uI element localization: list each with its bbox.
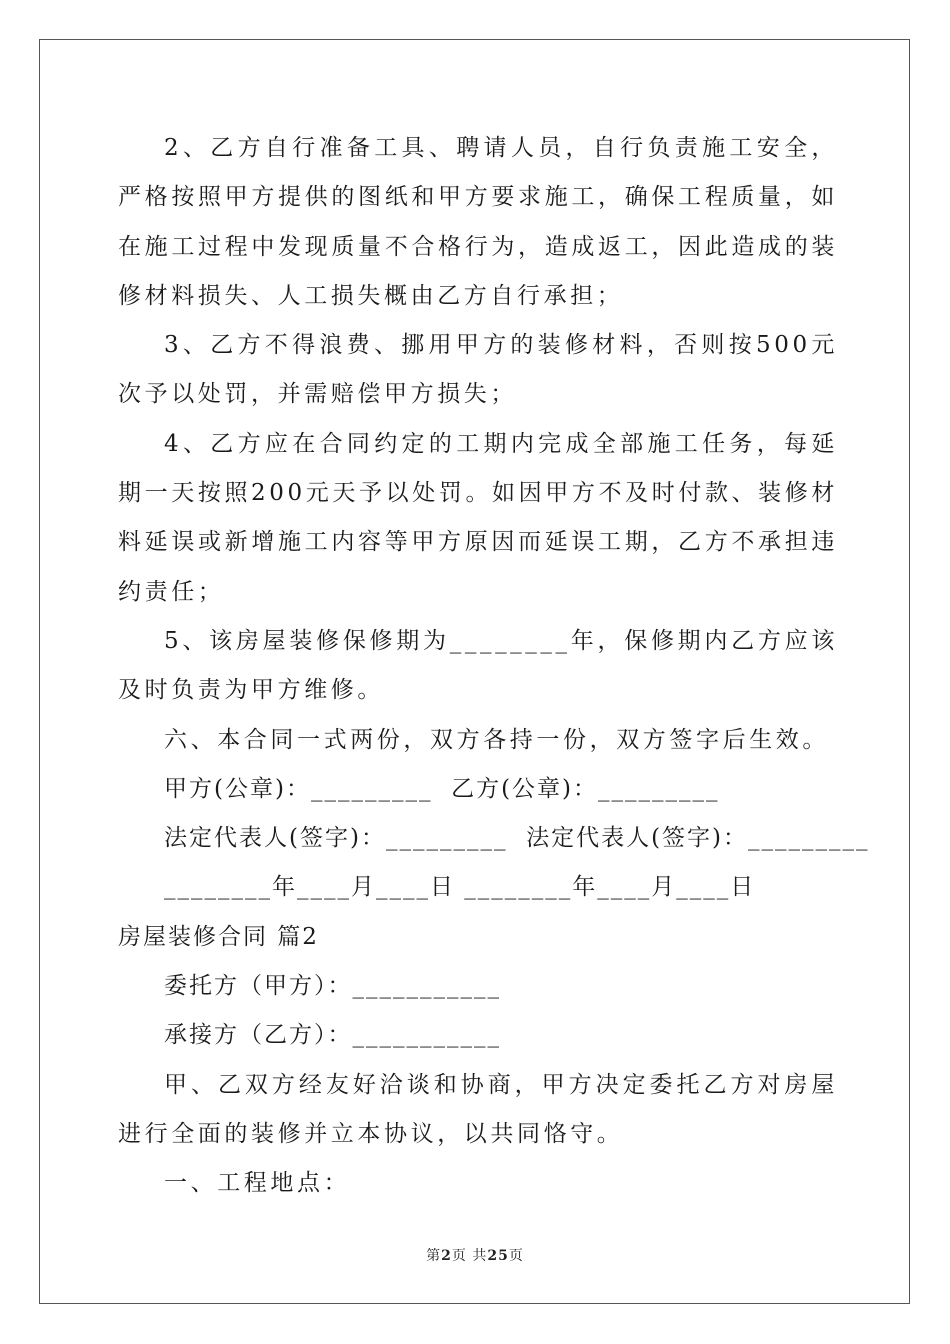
footer-current-page: 2 (441, 1248, 452, 1264)
footer-total-pages: 25 (487, 1248, 509, 1264)
clause-5: 5、该房屋装修保修期为________年，保修期内乙方应该及时负责为甲方维修。 (118, 627, 838, 704)
section-heading: 房屋装修合同 篇2 (118, 923, 319, 950)
representative-signature-line: 法定代表人(签字)：_________ 法定代表人(签字)：_________ (164, 825, 870, 852)
footer-suffix: 页 (508, 1248, 524, 1264)
clause-3: 3、乙方不得浪费、挪用甲方的装修材料，否则按500元次予以处罚，并需赔偿甲方损失； (118, 332, 838, 408)
footer-mid: 页 共 (451, 1248, 488, 1264)
seal-signature-line: 甲方(公章)：_________ 乙方(公章)：_________ (164, 775, 720, 802)
client-party-line: 委托方（甲方）：___________ (164, 973, 501, 1000)
page-footer (0, 1245, 950, 1265)
intro-paragraph: 甲、乙双方经友好洽谈和协商，甲方决定委托乙方对房屋进行全面的装修并立本协议，以共同恪守。 (118, 1071, 838, 1147)
clause-six: 六、本合同一式两份，双方各持一份，双方签字后生效。 (164, 726, 829, 753)
clause-4: 4、乙方应在合同约定的工期内完成全部施工任务，每延期一天按照200元天予以处罚。如因甲方不及时付款、装修材料延误或新增施工内容等甲方原因而延误工期，乙方不承担违约责任； (118, 430, 838, 605)
date-line: ________年____月____日 ________年____月____日 (164, 874, 756, 901)
document-body (118, 124, 870, 1209)
clause-2: 2、乙方自行准备工具、聘请人员，自行负责施工安全，严格按照甲方提供的图纸和甲方要求施工，确保工程质量，如在施工过程中发现质量不合格行为，造成返工，因此造成的装修材料损失、人工损失概由乙方自行承担； (118, 135, 838, 309)
contractor-party-line: 承接方（乙方）：___________ (164, 1022, 501, 1049)
item-one-heading: 一、工程地点： (164, 1170, 351, 1197)
footer-prefix: 第 (426, 1248, 442, 1264)
